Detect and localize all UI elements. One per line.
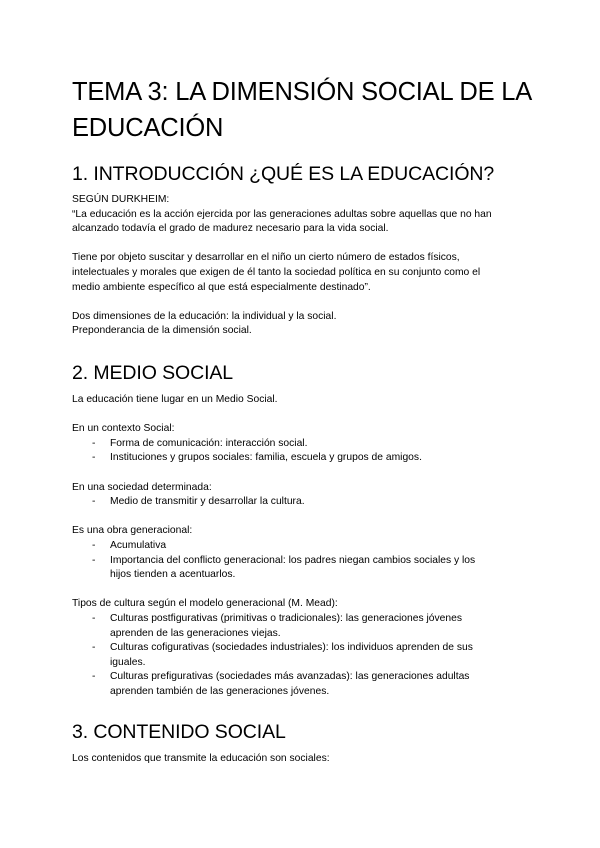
dash-bullet: -: [92, 642, 96, 654]
list-item-text: hijos tienden a acentuarlos.: [110, 569, 236, 581]
page-title: TEMA 3: LA DIMENSIÓN SOCIAL DE LA EDUCACIÓN: [72, 78, 531, 142]
list-item-text: Medio de transmitir y desarrollar la cultura.: [110, 496, 305, 508]
dash-bullet: -: [92, 540, 96, 551]
paragraph-line: La educación tiene lugar en un Medio Social.: [72, 394, 278, 405]
list-item-text: Culturas postfigurativas (primitivas o tradicionales): las generaciones jóvenes: [110, 613, 462, 624]
section-heading-medio-social: 2. MEDIO SOCIAL: [72, 362, 234, 384]
quote-line: alcanzado todavía el grado de madurez necesario para la vida social.: [72, 223, 389, 235]
list-label: En un contexto Social:: [72, 423, 175, 435]
list-item-text: Culturas cofigurativas (sociedades industriales): los individuos aprenden de sus: [110, 642, 473, 654]
section-heading-introduccion: 1. INTRODUCCIÓN ¿QUÉ ES LA EDUCACIÓN?: [72, 163, 495, 185]
dash-bullet: -: [92, 671, 96, 683]
list-item-text: aprenden de las generaciones viejas.: [110, 627, 281, 639]
paragraph-line: Preponderancia de la dimensión social.: [72, 325, 252, 337]
dash-bullet: -: [92, 437, 96, 449]
list-item-text: Importancia del conflicto generacional: los padres niegan cambios sociales y los: [110, 554, 476, 566]
list-item-text: Acumulativa: [110, 540, 167, 551]
list-item-text: Instituciones y grupos sociales: familia, escuela y grupos de amigos.: [110, 452, 422, 464]
dash-bullet: -: [92, 452, 96, 464]
section-heading-contenido-social: 3. CONTENIDO SOCIAL: [72, 721, 286, 743]
list-item-text: aprenden también de las generaciones jóvenes.: [110, 686, 330, 697]
paragraph-line: intelectuales y morales que exigen de él tanto la sociedad política en su conjunto como el: [72, 267, 481, 278]
durkheim-label: SEGÚN DURKHEIM:: [72, 194, 170, 205]
list-label: Tipos de cultura según el modelo generacional (M. Mead):: [72, 598, 338, 610]
dash-bullet: -: [92, 554, 96, 566]
list-label: En una sociedad determinada:: [72, 481, 212, 493]
paragraph-line: Los contenidos que transmite la educación son sociales:: [72, 753, 330, 764]
dash-bullet: -: [92, 613, 96, 624]
list-label: Es una obra generacional:: [72, 525, 193, 537]
list-item-text: Culturas prefigurativas (sociedades más avanzadas): las generaciones adultas: [110, 671, 470, 683]
paragraph-line: medio ambiente específico al que está especialmente destinado”.: [72, 281, 371, 293]
paragraph-line: Tiene por objeto suscitar y desarrollar en el niño un cierto número de estados físicos,: [72, 252, 460, 264]
paragraph-line: Dos dimensiones de la educación: la individual y la social.: [72, 310, 337, 322]
dash-bullet: -: [92, 496, 96, 508]
list-item-text: Forma de comunicación: interacción social.: [110, 437, 308, 449]
quote-line: “La educación es la acción ejercida por las generaciones adultas sobre aquellas que no han: [72, 208, 492, 220]
list-item-text: iguales.: [110, 656, 146, 668]
